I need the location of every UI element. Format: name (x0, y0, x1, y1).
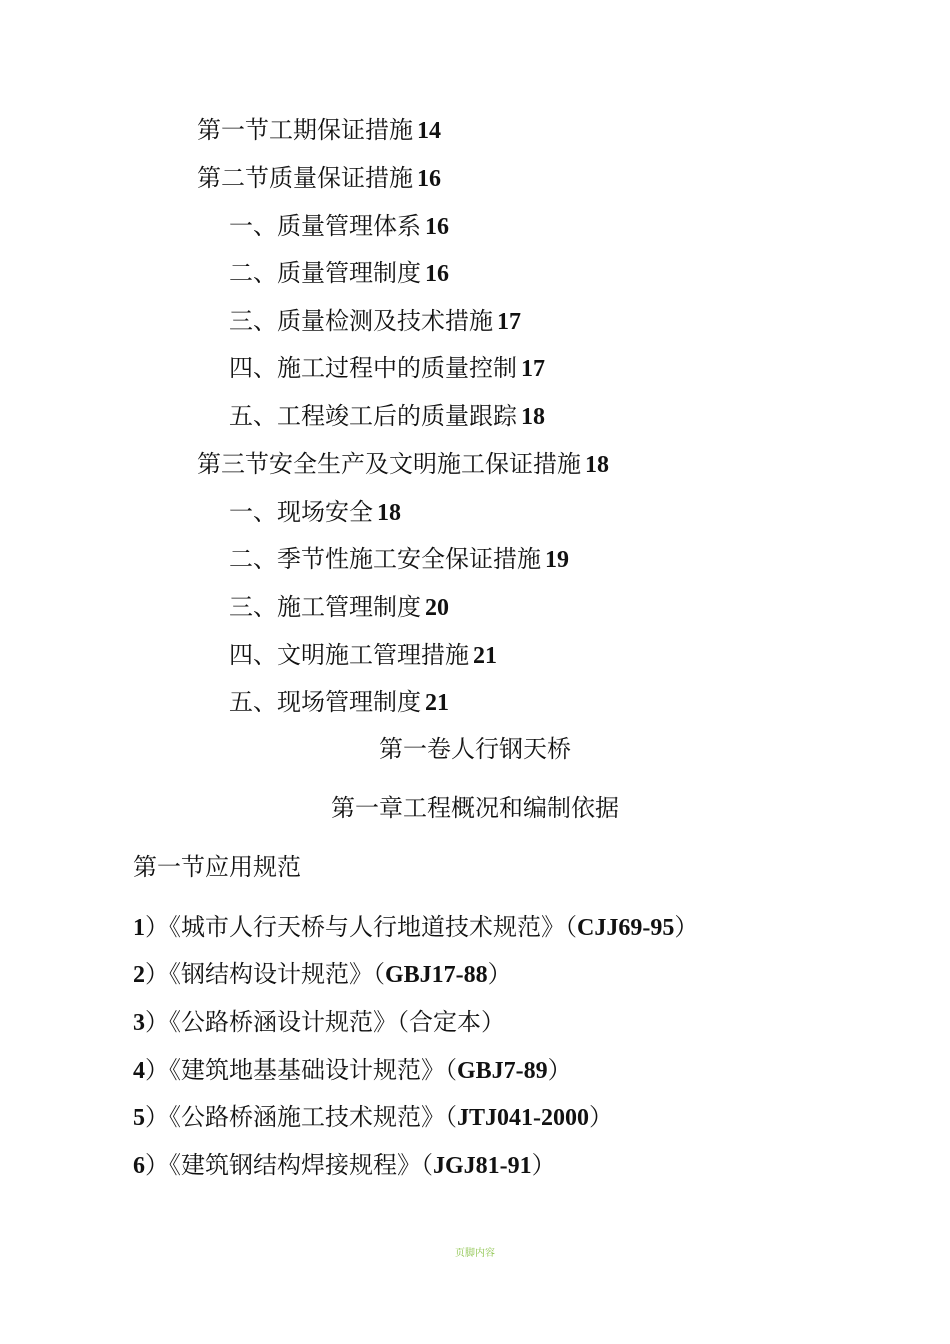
reference-close: ） (487, 960, 512, 988)
reference-title: ）《建筑地基基础设计规范》（ (145, 1056, 457, 1084)
toc-item (229, 353, 545, 384)
toc-page-number: 18 (585, 452, 609, 478)
toc-item-label: 第二节质量保证措施 (197, 164, 413, 192)
reference-number: 2 (133, 962, 145, 988)
toc-page-number: 21 (473, 643, 497, 669)
reference-item (133, 959, 512, 990)
chapter-title: 第一章工程概况和编制依据 (331, 794, 619, 822)
toc-item (229, 401, 545, 432)
reference-close: ） (589, 1103, 613, 1131)
toc-page-number: 21 (425, 690, 449, 716)
reference-code: JTJ041-2000 (457, 1105, 589, 1131)
toc-item (197, 163, 441, 194)
toc-item-label: 五、现场管理制度 (229, 688, 421, 716)
toc-item-label: 四、施工过程中的质量控制 (229, 354, 517, 382)
toc-item (229, 592, 449, 623)
reference-close: ） (674, 913, 699, 941)
toc-item-label: 四、文明施工管理措施 (229, 641, 469, 669)
toc-item (229, 211, 449, 242)
reference-code: JGJ81-91 (433, 1153, 532, 1179)
reference-title: ）《建筑钢结构焊接规程》（ (145, 1151, 433, 1179)
toc-item (229, 640, 497, 671)
toc-item-label: 三、质量检测及技术措施 (229, 307, 493, 335)
reference-number: 5 (133, 1105, 145, 1131)
toc-item-label: 三、施工管理制度 (229, 593, 421, 621)
toc-item-label: 第三节安全生产及文明施工保证措施 (197, 450, 581, 478)
toc-page-number: 20 (425, 595, 449, 621)
toc-item (229, 544, 569, 575)
reference-title: ）《钢结构设计规范》（ (145, 960, 385, 988)
reference-close: ） (531, 1151, 556, 1179)
reference-title: ）《公路桥涵施工技术规范》（ (145, 1103, 457, 1131)
section-title: 第一节应用规范 (133, 853, 301, 881)
toc-page-number: 16 (425, 261, 449, 287)
reference-item (133, 1055, 572, 1086)
toc-item-label: 一、现场安全 (229, 498, 373, 526)
reference-title: ）《公路桥涵设计规范》（合定本） (145, 1008, 505, 1036)
toc-page-number: 19 (545, 547, 569, 573)
toc-item (197, 449, 609, 480)
reference-number: 6 (133, 1153, 145, 1179)
reference-number: 1 (133, 915, 145, 941)
reference-item (133, 1102, 613, 1133)
reference-close: ） (547, 1056, 572, 1084)
toc-item-label: 第一节工期保证措施 (197, 116, 413, 144)
toc-page-number: 16 (417, 166, 441, 192)
reference-item (133, 1007, 505, 1038)
toc-item (229, 258, 449, 289)
toc-item (229, 497, 401, 528)
volume-title: 第一卷人行钢天桥 (379, 735, 571, 763)
toc-item-label: 二、质量管理制度 (229, 259, 421, 287)
reference-number: 4 (133, 1058, 145, 1084)
reference-title: ）《城市人行天桥与人行地道技术规范》（ (145, 913, 577, 941)
toc-page-number: 17 (521, 356, 545, 382)
reference-item (133, 912, 698, 943)
toc-item (229, 687, 449, 718)
reference-code: GBJ7-89 (457, 1058, 548, 1084)
page-footer: 页脚内容 (455, 1248, 495, 1259)
toc-page-number: 14 (417, 118, 441, 144)
reference-item (133, 1150, 556, 1181)
toc-item (197, 115, 441, 146)
toc-item-label: 二、季节性施工安全保证措施 (229, 545, 541, 573)
toc-page-number: 18 (377, 500, 401, 526)
reference-code: GBJ17-88 (385, 962, 488, 988)
toc-page-number: 17 (497, 309, 521, 335)
toc-item-label: 五、工程竣工后的质量跟踪 (229, 402, 517, 430)
toc-page-number: 16 (425, 214, 449, 240)
toc-item (229, 306, 521, 337)
toc-item-label: 一、质量管理体系 (229, 212, 421, 240)
toc-page-number: 18 (521, 404, 545, 430)
reference-number: 3 (133, 1010, 145, 1036)
reference-code: CJJ69-95 (577, 915, 675, 941)
